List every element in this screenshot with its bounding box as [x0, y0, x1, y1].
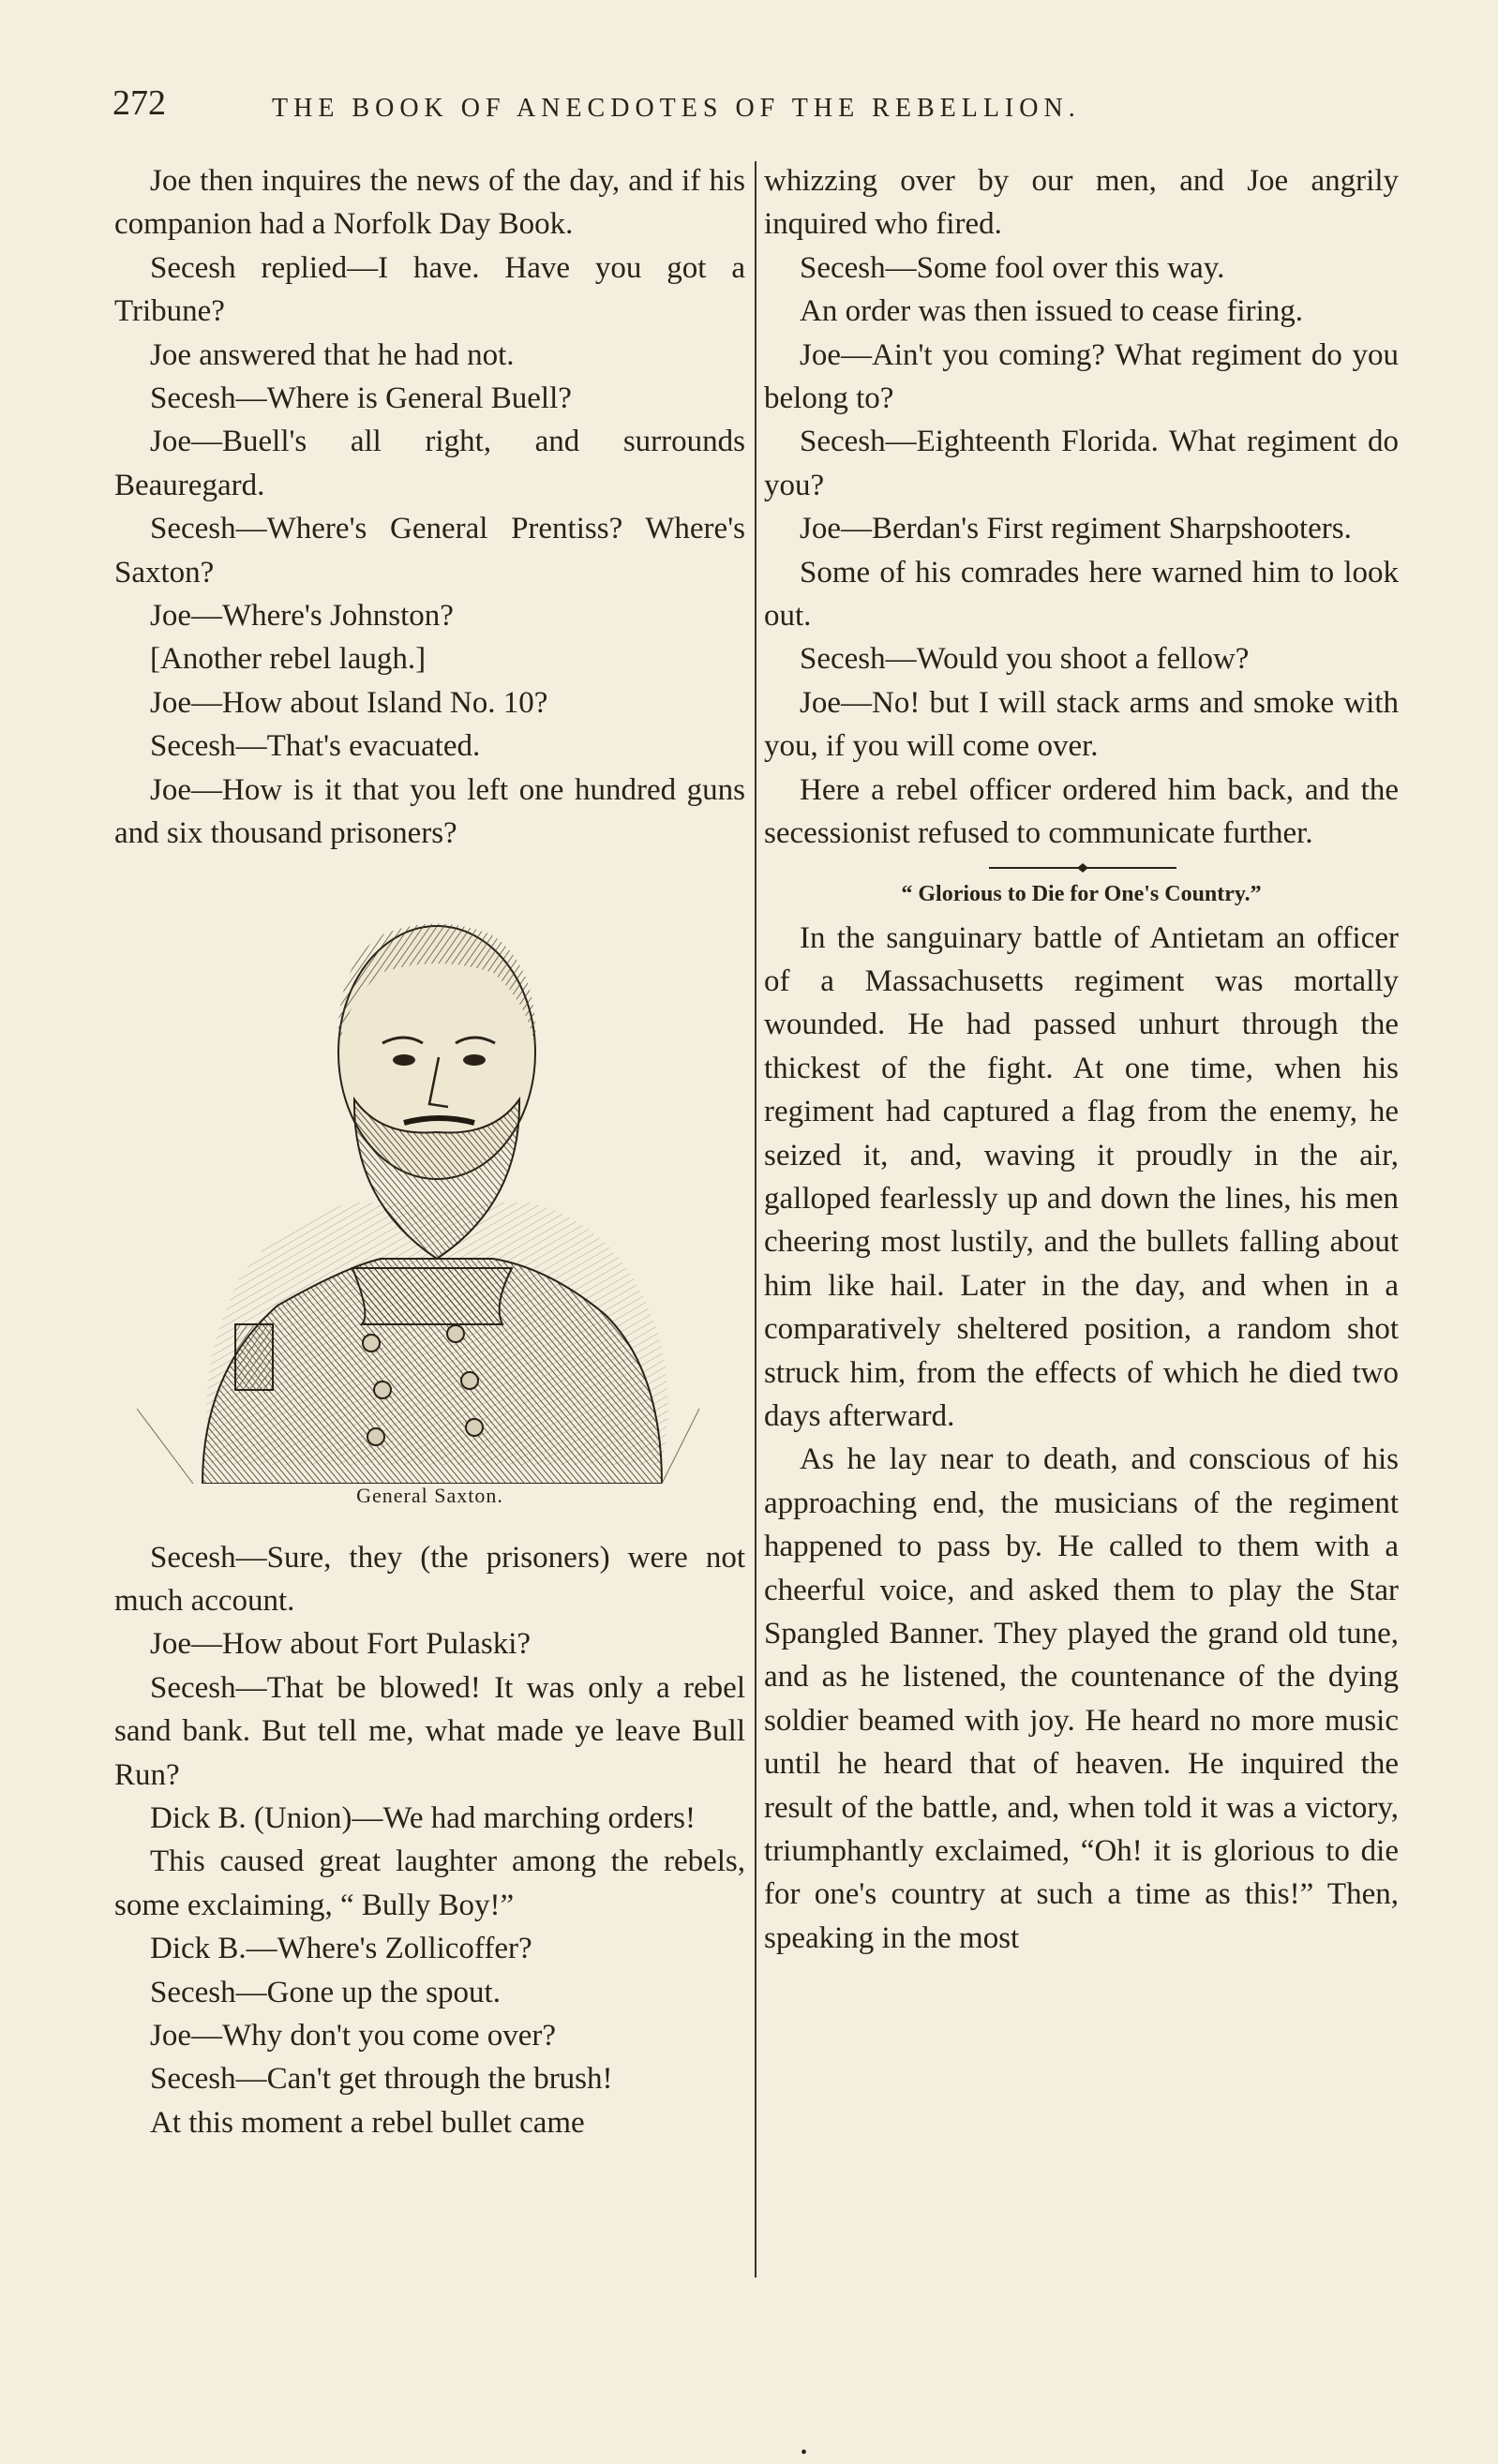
paragraph: [Another rebel laugh.]: [150, 642, 427, 677]
paragraph: Joe—Why don't you come over?: [150, 2018, 556, 2053]
paragraph: Joe—How is it that you left one hundred guns and six thousand prisoners?: [114, 772, 745, 851]
paragraph: Secesh replied—I have. Have you got a Tribune?: [114, 250, 745, 329]
paragraph: Joe then inquires the news of the day, and if his companion had a Norfolk Day Book.: [114, 164, 745, 242]
paragraph: whizzing over by our men, and Joe angrily inquired who fired.: [764, 164, 1399, 242]
paragraph: Here a rebel officer ordered him back, and the secessionist refused to communicate further.: [764, 772, 1399, 851]
paragraph: Secesh—Where's General Prentiss? Where's Saxton?: [114, 512, 745, 590]
paragraph: At this moment a rebel bullet came: [150, 2105, 585, 2140]
paragraph: As he lay near to death, and conscious of his approaching end, the musicians of the regiment happened to pass by. He called to them with a cheerful voice, and asked them to play the Star Spangled Banner. They played the grand old tune, and as he listened, the countenance of the dying soldier beamed with joy. He heard no more music until he heard that of heaven. He inquired the result of the battle, and, when told it was a victory, triumphantly exclaimed, “Oh! it is glorious to die for one's country at such a time as this!” Then, speaking in the most: [764, 1442, 1399, 1955]
ornament-rule: [980, 861, 1186, 874]
paragraph: Dick B. (Union)—We had marching orders!: [150, 1800, 697, 1835]
column-rule: [755, 161, 756, 2277]
paragraph: Secesh—Sure, they (the prisoners) were not much account.: [114, 1540, 745, 1618]
section-divider: [764, 856, 1399, 880]
paragraph: Secesh—Where is General Buell?: [150, 381, 572, 416]
paragraph: An order was then issued to cease firing.: [800, 294, 1304, 329]
paragraph: Joe—Where's Johnston?: [150, 599, 454, 634]
page-number: 272: [112, 83, 166, 123]
paragraph: Secesh—That be blowed! It was only a rebel sand bank. But tell me, what made ye leave Bull Run?: [114, 1670, 745, 1792]
paragraph: Secesh—Some fool over this way.: [800, 250, 1225, 285]
paragraph: Joe—How about Island No. 10?: [150, 685, 548, 720]
paragraph: Joe—How about Fort Pulaski?: [150, 1627, 532, 1662]
paragraph: Joe answered that he had not.: [150, 337, 515, 372]
paragraph: Joe—Buell's all right, and surrounds Beauregard.: [114, 425, 745, 502]
section-title: “ Glorious to Die for One's Country.”: [901, 881, 1262, 906]
paragraph: Joe—No! but I will stack arms and smoke with you, if you will come over.: [764, 685, 1399, 764]
paragraph: Secesh—Would you shoot a fellow?: [800, 642, 1250, 677]
paragraph: Dick B.—Where's Zollicoffer?: [150, 1932, 532, 1966]
engraved-portrait-image: [137, 884, 718, 1484]
paragraph: Some of his comrades here warned him to look out.: [764, 555, 1399, 634]
paragraph: Secesh—Can't get through the brush!: [150, 2062, 613, 2097]
paragraph: Secesh—Eighteenth Florida. What regiment do you?: [764, 425, 1399, 502]
paragraph: Joe—Berdan's First regiment Sharpshooters.: [800, 512, 1352, 546]
illustration-caption: General Saxton.: [356, 1483, 503, 1507]
page-header: [112, 82, 1386, 139]
paragraph: Joe—Ain't you coming? What regiment do you belong to?: [764, 337, 1399, 416]
left-column: [114, 159, 745, 2144]
paragraph: This caused great laughter among the rebels, some exclaiming, “ Bully Boy!”: [114, 1844, 745, 1922]
running-head: THE BOOK OF ANECDOTES OF THE REBELLION.: [272, 94, 1081, 123]
right-column: [764, 159, 1399, 1960]
paragraph: In the sanguinary battle of Antietam an officer of a Massachusetts regiment was mortally wounded. He had passed unhurt through the thickest of the fight. At one time, when his regiment had captured a flag from the enemy, he seized it, and, waving it proudly in the air, galloped fearlessly up and down the lines, his men cheering most lustily, and the bullets falling about him like hail. Later in the day, and when in a comparatively sheltered position, a random shot struck him, from the effects of which he died two days afterward.: [764, 920, 1399, 1433]
paragraph: Secesh—That's evacuated.: [150, 729, 481, 764]
printer-mark: •: [801, 2442, 808, 2463]
portrait-illustration: [114, 884, 745, 1484]
paragraph: Secesh—Gone up the spout.: [150, 1975, 501, 2009]
